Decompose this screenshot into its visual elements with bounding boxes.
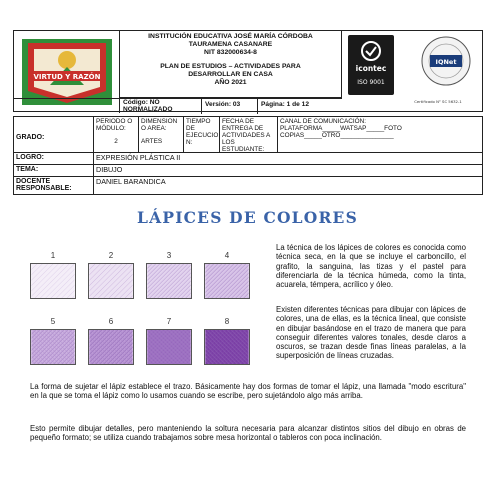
swatch-number-1: 1 [50,251,56,260]
info-row-tema [14,165,482,177]
dimension-cell [139,117,184,152]
certification-logos [342,31,484,113]
iso-label: ISO 9001 [357,79,385,86]
periodo-value: 2 [114,138,118,145]
paragraph-2: Existen diferentes técnicas para dibujar con lápices de colores, una de ellas, es la técnica lineal, que consiste en dibujar basándose en el trazo de manera que para conseguir diferentes valores tonales, desde claros a oscuros, se trazan desde finas líneas paralelas, a la superposición de líneas cruzadas. [276,305,466,361]
page-title: LÁPICES DE COLORES [137,208,358,227]
icontec-label: icontec [355,64,387,73]
code-label: Código: NO NORMALIZADO [120,99,202,114]
logro-value: EXPRESIÓN PLÁSTICA II [96,153,181,162]
info-table [13,116,483,195]
iqnet-logo-icon [422,37,470,85]
docente-value: DANIEL BARANDICA [96,177,166,186]
swatch-7 [146,329,192,365]
info-row-docente [14,177,482,194]
plan-line-1: PLAN DE ESTUDIOS – ACTIVIDADES PARA [160,63,301,71]
swatch-3 [146,263,192,299]
swatch-number-6: 6 [108,317,114,326]
institution-line-3: NIT 832000634-8 [204,48,257,56]
swatch-4 [204,263,250,299]
paragraph-3: La forma de sujetar el lápiz establece el trazo. Básicamente hay dos formas de tomar el lápiz, una llamada "modo escritura" en la que se toma el lápiz como lo usamos cuando se escribe, pero sujetándolo algo más arriba. [30,382,466,401]
swatch-number-7: 7 [166,317,172,326]
school-crest-icon [20,37,114,107]
doc-control-row [14,98,342,113]
document-header [13,30,483,112]
version-label: Versión: 03 [202,99,258,114]
swatch-5 [30,329,76,365]
swatch-number-8: 8 [224,317,230,326]
icontec-logo-icon [348,35,394,95]
institution-line-2: TAURAMENA CASANARE [188,40,273,48]
tema-label: TEMA: [14,165,94,176]
plan-line-2: DESARROLLAR EN CASA [188,71,273,79]
plan-line-3: AÑO 2021 [214,78,247,86]
swatch-1 [30,263,76,299]
docente-label: DOCENTE RESPONSABLE: [14,177,94,194]
info-row-logro [14,153,482,165]
periodo-label: PERIODO O MÓDULO: [96,118,133,132]
cert-number: Certificado N° SC 5632-1 [414,99,462,104]
grado-label: GRADO: [14,117,94,152]
canal-options: PLATAFORMA_____WATSAP_____FOTO COPIAS_____OTRO_______________ [280,125,402,139]
swatch-number-2: 2 [108,251,114,260]
page-label: Página: 1 de 12 [261,101,310,108]
dimension-value: ARTES [141,138,163,145]
logro-label: LOGRO: [14,153,94,164]
dimension-label: DIMENSION O AREA: [141,118,178,132]
canal-label: CANAL DE COMUNICACIÓN: [280,118,367,125]
logo-motto: VIRTUD Y RAZÓN [33,73,101,81]
swatch-2 [88,263,134,299]
pencil-tone-swatches [30,251,250,379]
institution-line-1: INSTITUCIÓN EDUCATIVA JOSÉ MARÍA CÓRDOBA [148,33,313,40]
swatch-number-3: 3 [166,251,172,260]
fecha-label: FECHA DE ENTREGA DE ACTIVIDADES A LOS ESTUDIANTE: [220,117,278,152]
swatch-number-5: 5 [50,317,56,326]
swatch-8 [204,329,250,365]
canal-cell [278,117,484,152]
paragraph-1: La técnica de los lápices de colores es conocida como técnica seca, en la que se incluye el carboncillo, el grafito, la sanguina, las tizas y el pastel para diferenciarla de la técnica húmeda, como la tinta, acuarela, témpera, acrílico y óleo. [276,243,466,290]
iqnet-label: IQNet [435,58,457,66]
periodo-cell [94,117,139,152]
swatch-6 [88,329,134,365]
paragraph-4: Esto permite dibujar detalles, pero manteniendo la soltura necesaria para alcanzar distintos sitios del dibujo en obras de pequeño formato; se utiliza cuando trabajamos sobre mesa horizontal o tableros con poca inclinación. [30,424,466,443]
info-row-grado [14,117,482,153]
tiempo-label: TIEMPO DE EJECUCIO N: [184,117,220,152]
institution-title [120,31,342,98]
tema-value: DIBUJO [96,165,123,174]
swatch-number-4: 4 [224,251,230,260]
